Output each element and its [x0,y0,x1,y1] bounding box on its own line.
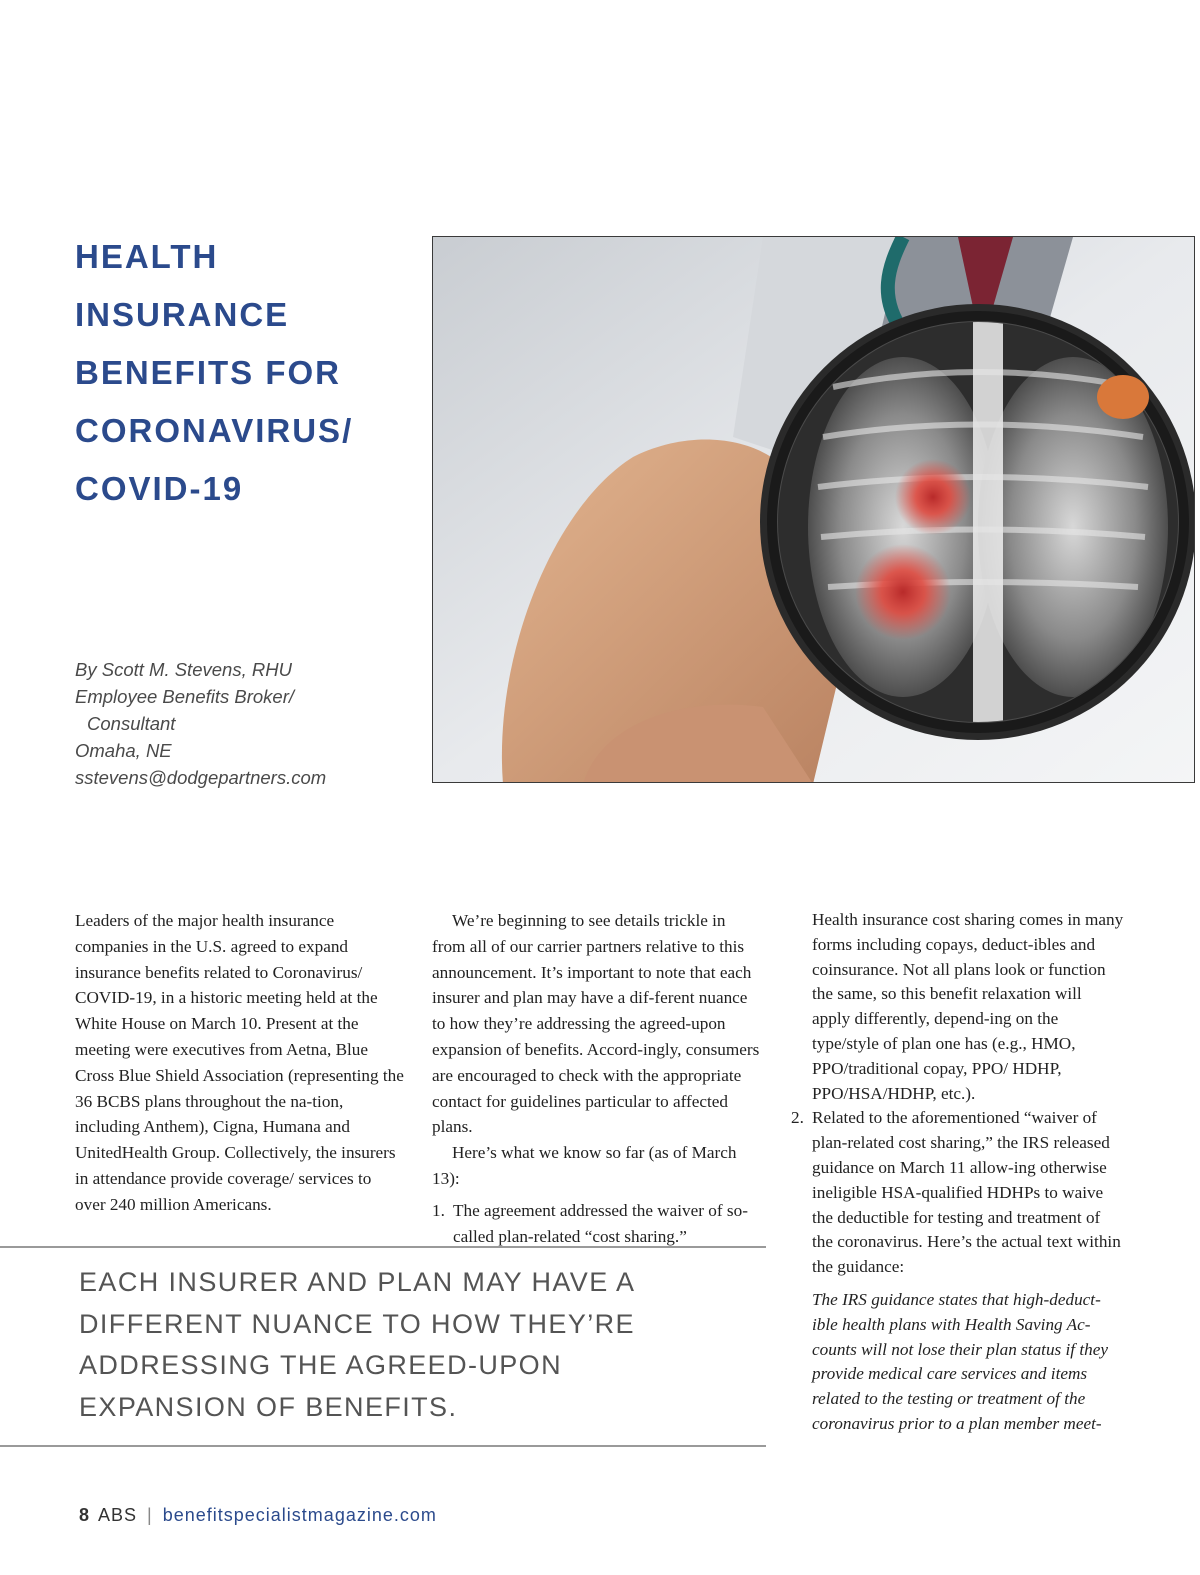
footer-site-link[interactable]: benefitspecialistmagazine.com [162,1505,437,1525]
xray-photo-illustration [433,237,1195,783]
body-paragraph: Leaders of the major health insurance companies in the U.S. agreed to expand insurance benefits related to Coronavirus/ COVID-19, in a historic meeting held at the White House on March 10. Present at the meeting were executives from Aetna, Blue Cross Blue Shield Association (representing the 36 BCBS plans throughout the na-tion, including Anthem), Cigna, Humana and UnitedHealth Group. Collectively, the insurers in attendance provide coverage/ services to over 240 million Americans. [75,911,404,1214]
page-footer [79,1505,437,1526]
irs-quote: The IRS guidance states that high-deduct-ible health plans with Health Saving Ac-counts will not lose their plan status if they provide medical care services and items related to the testing or treatment of the coronavirus prior to a plan member meet- [812,1289,1108,1433]
body-paragraph: Health insurance cost sharing comes in many forms including copays, deduct-ibles and coinsurance. Not all plans look or function the same, so this benefit relaxation will apply differently, depend-ing on the type/style of plan one has (e.g., HMO, PPO/traditional copay, PPO/ HDHP, PPO/HSA/HDHP, etc.). [812,910,1124,1103]
body-column-2 [432,908,762,1249]
pull-quote-top-rule [0,1246,766,1248]
author-name: By Scott M. Stevens, RHU [75,659,292,680]
body-paragraph: We’re beginning to see details trickle in from all of our carrier partners relative to this announcement. It’s important to note that each insurer and plan may have a dif-ferent nuance to how they’re addressing the agreed-upon expansion of benefits. Accord-ingly, consumers are encouraged to check with the appropriate contact for guidelines particular to affected plans. [432,911,760,1137]
list-number: 1. [432,1200,445,1220]
title-line: INSURANCE [75,296,290,333]
author-role: Employee Benefits Broker/ [75,686,295,707]
author-role-cont: Consultant [87,713,176,734]
article-title [75,228,415,518]
body-column-1 [75,908,405,1218]
doctor-magnifier-xray-photo [432,236,1195,783]
author-email[interactable]: sstevens@dodgepartners.com [75,767,327,788]
body-paragraph: Here’s what we know so far (as of March 13): [432,1143,737,1188]
body-column-3 [791,908,1124,1437]
list-number: 2. [791,1108,804,1128]
title-line: HEALTH [75,238,219,275]
author-location: Omaha, NE [75,740,172,761]
page-number: 8 [79,1505,91,1525]
pull-quote-line: ADDRESSING THE AGREED-UPON [79,1350,562,1380]
pull-quote-line: EXPANSION OF BENEFITS. [79,1391,458,1422]
list-text: Related to the aforementioned “waiver of plan-related cost sharing,” the IRS released guidance on March 11 allow-ing otherwise ineligible HSA-qualified HDHPs to waive the deductible for testing and treatment of the coronavirus. Here’s the actual text within the guidance: [812,1108,1121,1277]
title-line: COVID-19 [75,470,244,507]
title-line: CORONAVIRUS/ [75,412,354,449]
footer-separator: | [147,1505,153,1525]
pull-quote-bottom-rule [0,1445,766,1447]
list-item [432,1198,762,1250]
author-byline [75,656,420,791]
list-text: The agreement addressed the waiver of so-called plan-related “cost sharing.” [453,1200,748,1246]
pull-quote-line: EACH INSURER AND PLAN MAY HAVE A [79,1267,636,1297]
list-item [791,1106,1124,1280]
publication-name: ABS [98,1505,138,1525]
pull-quote-line: DIFFERENT NUANCE TO HOW THEY’RE [79,1308,635,1339]
title-line: BENEFITS FOR [75,354,342,391]
pull-quote [79,1262,749,1428]
